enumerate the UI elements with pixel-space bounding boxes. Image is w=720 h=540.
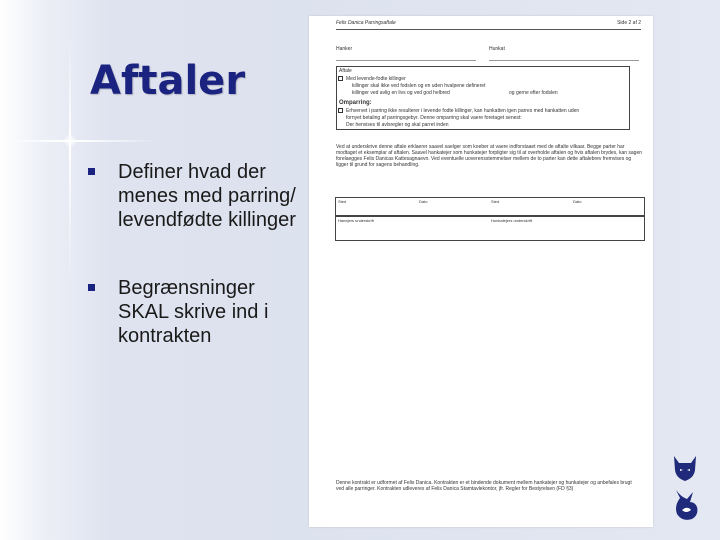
doc-omparring-text2: fornyet betaling af parringsgebyr. Denne omparring skal vaere foretaget senest: — [346, 115, 522, 121]
doc-omparring-label: Omparring: — [339, 100, 372, 106]
square-bullet-icon — [88, 168, 95, 175]
bullet-item — [88, 276, 298, 348]
doc-sig-label: Sted — [338, 199, 347, 204]
slide-title: Aftaler — [90, 58, 246, 104]
doc-omparring-text3: Der henvises til avlsregler og skal parret inden — [346, 122, 449, 128]
doc-sig-label: Dato — [573, 199, 582, 204]
cat-curled-icon — [676, 490, 697, 520]
doc-sig-label: Hanejers underskrift — [338, 218, 374, 223]
doc-header-rule — [336, 29, 641, 30]
doc-owner-right-line — [489, 60, 639, 61]
doc-footer-text: Denne kontrakt er udformet af Felis Danica. Kontrakten er et bindende dokument mellem hankatejer og hunkatejer og anbefales brugt ved alle parringer. Kontrakten udleveres af Felis Danica Stamtavlekontor, jfr. Regler for Bestyrelsen (FD §3) — [336, 480, 632, 492]
doc-option1-sub2: killinger ved avlig en livs og ved god helbred — [352, 90, 450, 96]
doc-option1-sub1: killinger skal ikke ved fodslen og en uden hvalpene defineret — [352, 83, 486, 89]
contract-document-image — [309, 16, 653, 527]
doc-signature-row2 — [335, 216, 645, 241]
doc-owner-left-label: Hanker — [336, 46, 353, 52]
doc-owner-right-label: Hunkat — [489, 46, 505, 52]
bullet-item — [88, 160, 298, 232]
doc-header-left: Felis Danica Parringsaftale — [336, 20, 396, 26]
doc-sig-label: Sted — [491, 199, 500, 204]
square-bullet-icon — [88, 284, 95, 291]
doc-checkbox — [338, 108, 343, 113]
sparkle-star — [64, 135, 76, 147]
doc-omparring-text: Erhvervet i parring ikke resulterer i levende fodte killinger, kan hunkatten igen parres med hankatten uden — [346, 108, 580, 114]
cat-silhouette-icon — [674, 456, 696, 481]
sparkle-vertical-line — [69, 40, 71, 280]
doc-signature-row1 — [335, 197, 645, 216]
doc-agreement-box — [336, 66, 630, 130]
doc-sig-label: Dato — [419, 199, 428, 204]
doc-option1-sub2-right: og gerne efter fodslen — [509, 90, 558, 96]
doc-checkbox — [338, 76, 343, 81]
bullet-list — [88, 160, 298, 348]
doc-section-label: Aftale — [339, 68, 352, 74]
bullet-text: Definer hvad der menes med parring/ levendfødte killinger — [118, 161, 296, 231]
doc-sig-label: Hunkatejers underskrift — [491, 218, 533, 223]
doc-body-paragraph: Ved at underskrive denne aftale erklaerer saavel saelger som koeber at vaere indforstaaet med de aftalte vilkaar. Begge parter har modtaget et eksemplar af aftalen. Saavel hankatejer som hunkatejer forpligter sig til at overholde aftalen og hvis aftalen brydes, kan sagen forelaegges Felis Danicas Kattesagnaevn. Ved eventuelle uoverensstemmelser mellem de to parter kan dette aftalebrev fremvises og ligger til grund for sagens behandling. — [336, 144, 643, 168]
doc-header-right: Side 2 af 2 — [617, 20, 641, 26]
bullet-text: Begrænsninger SKAL skrive ind i kontrakten — [118, 277, 269, 347]
felis-danica-logo — [668, 450, 702, 524]
sparkle-horizontal-line — [0, 140, 160, 142]
doc-option1: Med levende-fodte killinger — [346, 76, 406, 82]
doc-owner-left-line — [336, 60, 476, 61]
